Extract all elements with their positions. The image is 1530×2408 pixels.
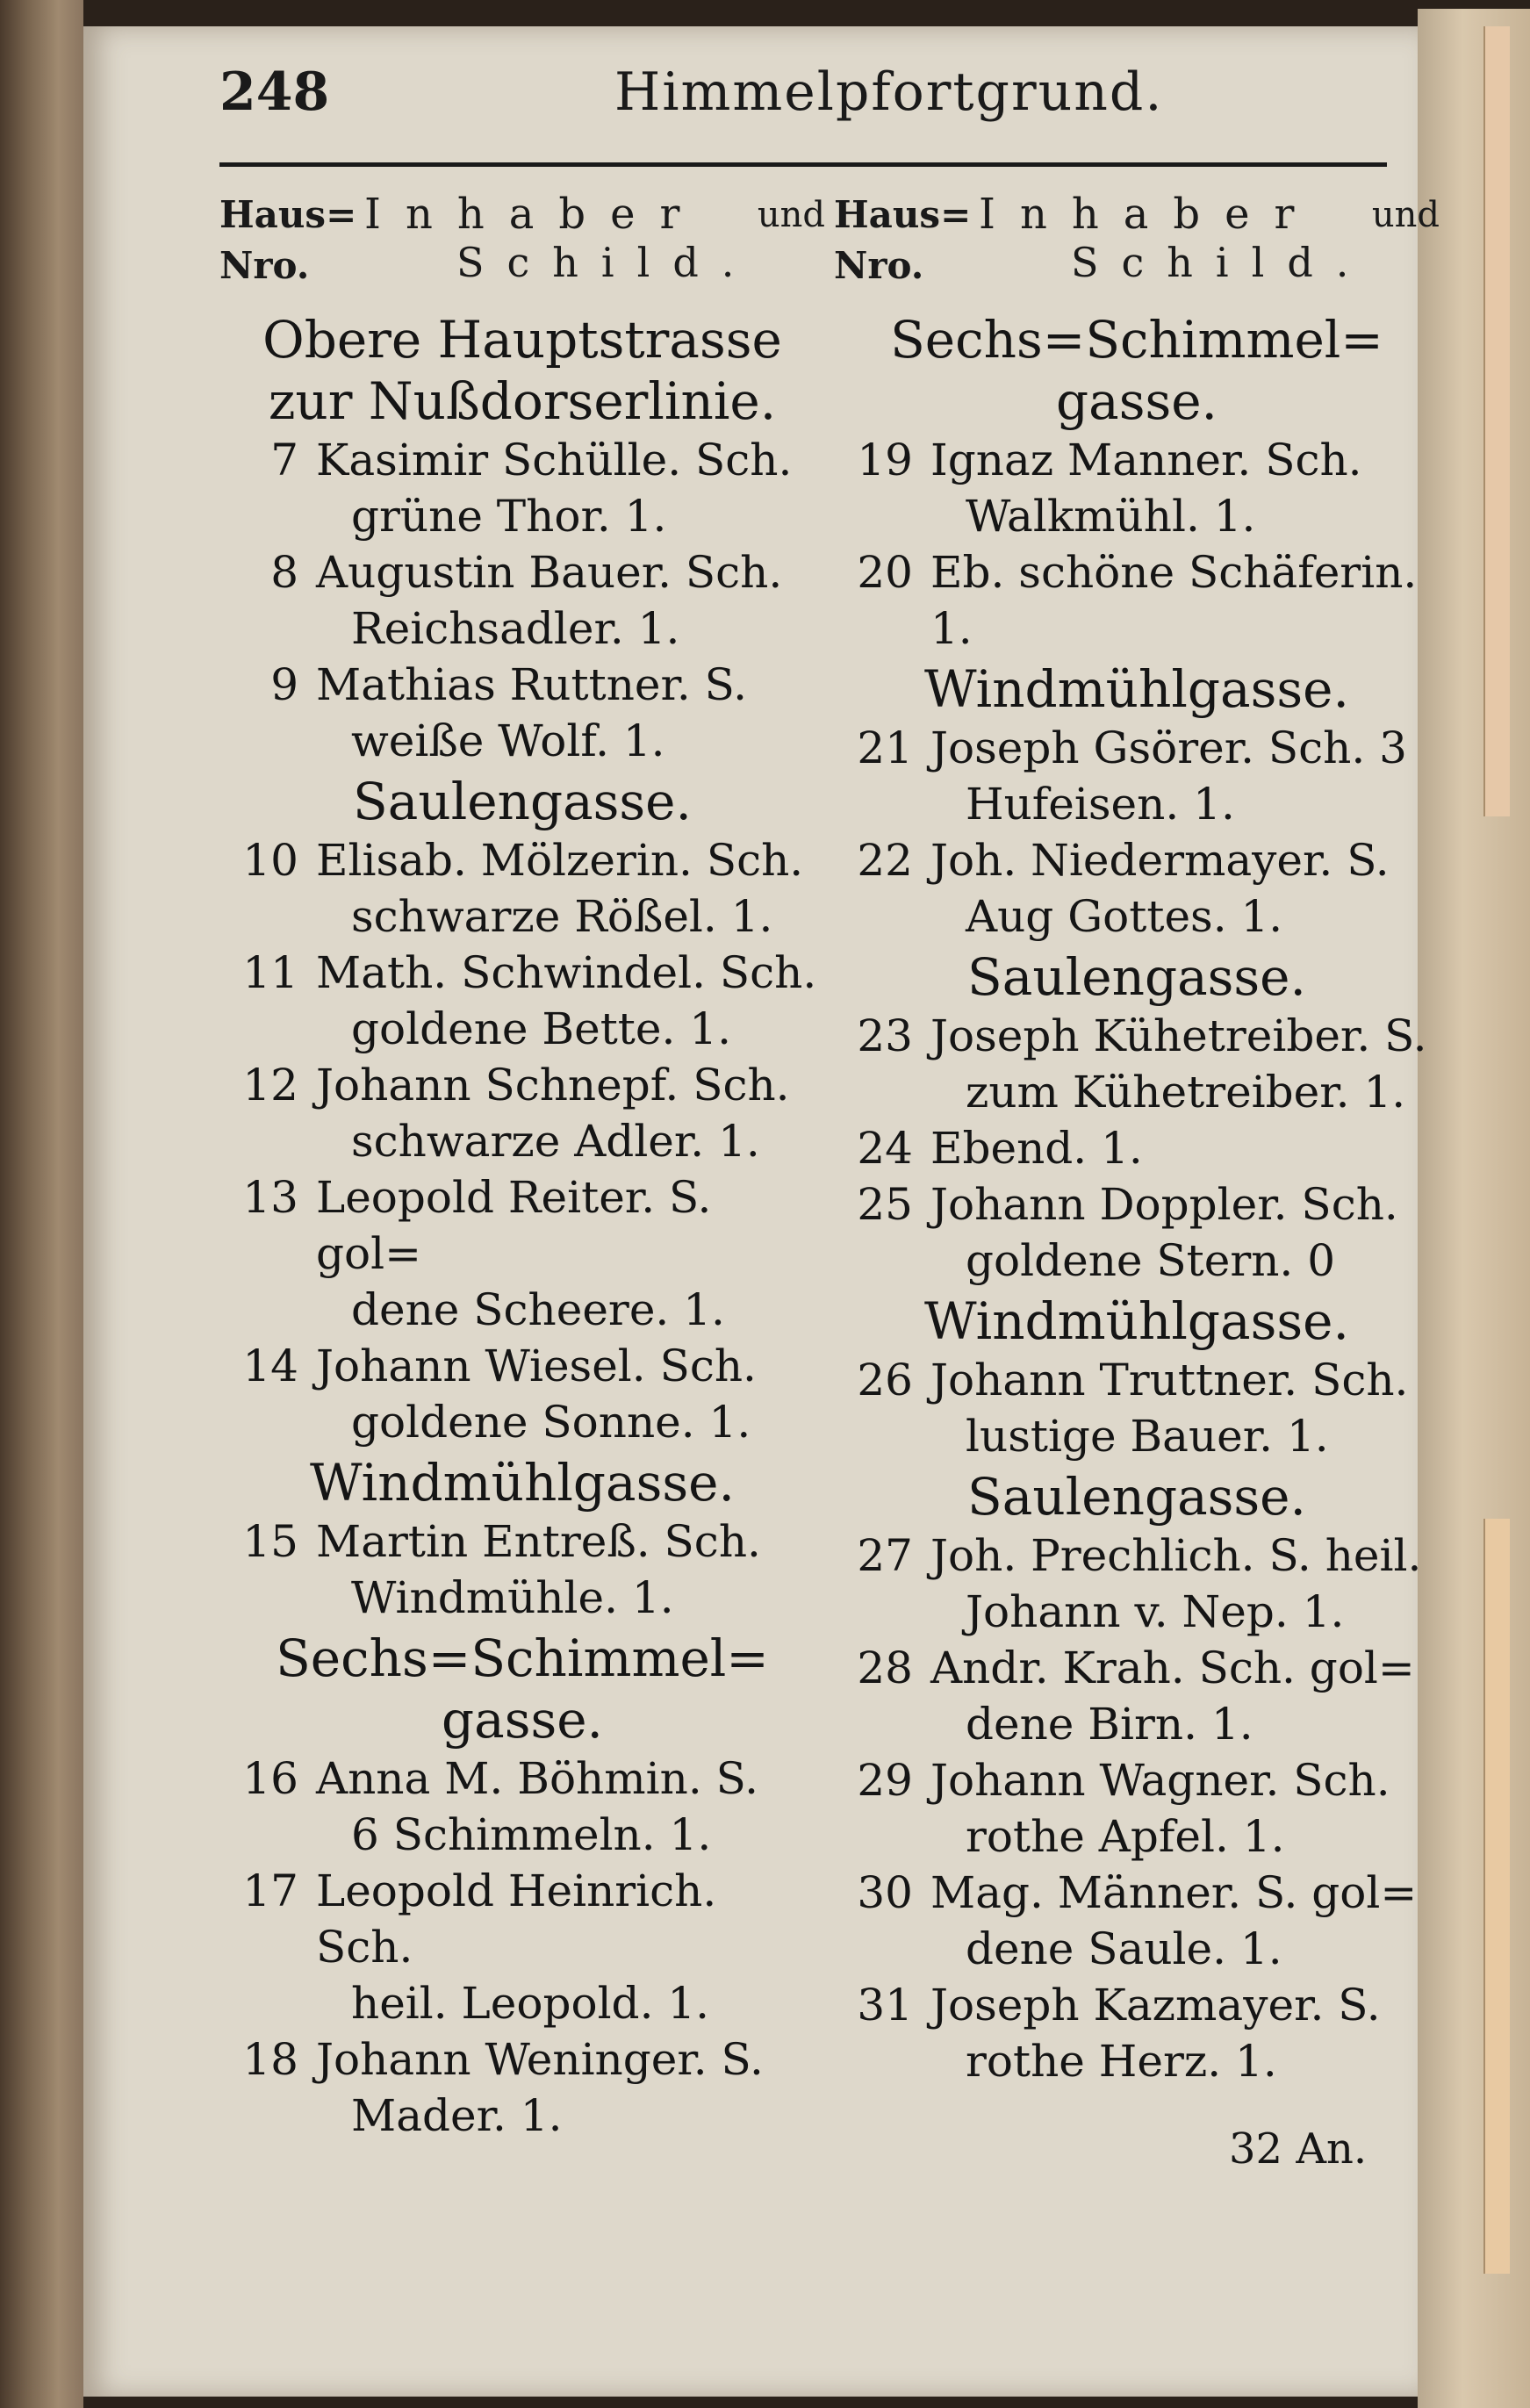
house-entry bbox=[219, 1513, 825, 1626]
house-entry bbox=[219, 544, 825, 657]
house-sign: grüne Thor. 1. bbox=[351, 491, 667, 542]
house-number: 26 bbox=[857, 1355, 913, 1405]
owner-name: Johann Schnepf. Sch. bbox=[316, 1060, 790, 1111]
street-heading: Sechs=Schimmel= bbox=[276, 1628, 769, 1688]
house-number: 11 bbox=[242, 947, 298, 998]
street-heading: Sechs=Schimmel= bbox=[890, 310, 1383, 370]
house-entry bbox=[834, 432, 1440, 544]
house-sign: dene Birn. 1. bbox=[966, 1699, 1253, 1750]
owner-name: Johann Truttner. Sch. bbox=[930, 1355, 1409, 1405]
house-entry bbox=[219, 1169, 825, 1338]
owner-name: Anna M. Böhmin. S. bbox=[316, 1753, 759, 1804]
street-heading: Saulengasse. bbox=[353, 772, 692, 831]
house-number: 7 bbox=[270, 435, 298, 485]
house-sign: Aug Gottes. 1. bbox=[966, 891, 1283, 942]
street-heading: Windmühlgasse. bbox=[310, 1453, 735, 1513]
owner-name: Joseph Kazmayer. S. bbox=[930, 1980, 1381, 2031]
right-entry-list bbox=[834, 311, 1440, 2089]
header-haus: Haus= bbox=[834, 193, 972, 236]
owner-name: Leopold Heinrich. Sch. bbox=[316, 1865, 717, 1973]
page-number: 248 bbox=[219, 61, 330, 123]
house-sign: Reichsadler. 1. bbox=[351, 603, 680, 654]
street-heading: gasse. bbox=[1056, 371, 1218, 431]
house-entry bbox=[219, 1750, 825, 1863]
column-header bbox=[834, 176, 1440, 307]
house-number: 22 bbox=[857, 835, 913, 886]
running-title: Himmelpfortgrund. bbox=[614, 61, 1164, 123]
owner-name: Johann Wiesel. Sch. bbox=[316, 1341, 757, 1391]
house-sign: Walkmühl. 1. bbox=[966, 491, 1256, 542]
street-heading: zur Nußdorserlinie. bbox=[268, 371, 777, 431]
header-schild: Schild. bbox=[456, 239, 758, 286]
house-number: 30 bbox=[857, 1867, 913, 1918]
house-sign: schwarze Adler. 1. bbox=[351, 1116, 760, 1167]
house-entry bbox=[834, 1977, 1440, 2089]
house-number: 19 bbox=[857, 435, 913, 485]
owner-name: Joh. Niedermayer. S. bbox=[930, 835, 1390, 886]
house-sign: 6 Schimmeln. 1. bbox=[351, 1809, 712, 1860]
house-sign: zum Kühetreiber. 1. bbox=[966, 1067, 1406, 1118]
house-sign: dene Saule. 1. bbox=[966, 1923, 1282, 1974]
house-number: 9 bbox=[270, 659, 298, 710]
house-number: 24 bbox=[857, 1123, 913, 1174]
house-entry bbox=[219, 432, 825, 544]
owner-name: Andr. Krah. Sch. gol= bbox=[930, 1642, 1415, 1693]
house-number: 18 bbox=[242, 2034, 298, 2085]
house-sign: goldene Sonne. 1. bbox=[351, 1397, 751, 1448]
house-entry bbox=[834, 1527, 1440, 1640]
street-heading: Saulengasse. bbox=[967, 1467, 1306, 1527]
header-inhaber: Inhaber bbox=[364, 190, 705, 239]
owner-name: Johann Wagner. Sch. bbox=[930, 1755, 1390, 1806]
owner-name: Ignaz Manner. Sch. bbox=[930, 435, 1362, 485]
owner-name: Kasimir Schülle. Sch. bbox=[316, 435, 793, 485]
header-nro: Nro. bbox=[834, 244, 924, 287]
owner-name: Joseph Kühetreiber. S. bbox=[930, 1010, 1427, 1061]
house-number: 27 bbox=[857, 1530, 913, 1581]
page-tab-lower bbox=[1483, 1519, 1510, 2274]
house-sign: weiße Wolf. 1. bbox=[351, 715, 665, 766]
owner-name: Joh. Prechlich. S. heil. bbox=[930, 1530, 1422, 1581]
house-number: 25 bbox=[857, 1179, 913, 1230]
house-number: 13 bbox=[242, 1172, 298, 1223]
house-entry bbox=[219, 1863, 825, 2031]
house-entry bbox=[834, 832, 1440, 945]
house-sign: dene Scheere. 1. bbox=[351, 1284, 725, 1335]
street-heading: gasse. bbox=[442, 1690, 603, 1750]
owner-name: Leopold Reiter. S. gol= bbox=[316, 1172, 712, 1279]
house-entry bbox=[834, 1640, 1440, 1752]
house-number: 23 bbox=[857, 1010, 913, 1061]
owner-name: Johann Weninger. S. bbox=[316, 2034, 764, 2085]
owner-name: Augustin Bauer. Sch. bbox=[316, 547, 783, 598]
house-sign: rothe Apfel. 1. bbox=[966, 1811, 1285, 1862]
book-binding bbox=[0, 0, 83, 2408]
house-entry bbox=[219, 1057, 825, 1169]
left-column bbox=[219, 176, 825, 2144]
street-heading: Windmühlgasse. bbox=[924, 659, 1349, 719]
house-sign: Windmühle. 1. bbox=[351, 1572, 674, 1623]
owner-name: Elisab. Mölzerin. Sch. bbox=[316, 835, 804, 886]
owner-name: Mag. Männer. S. gol= bbox=[930, 1867, 1418, 1918]
house-number: 28 bbox=[857, 1642, 913, 1693]
house-entry bbox=[219, 945, 825, 1057]
house-entry bbox=[834, 1865, 1440, 1977]
right-column bbox=[834, 176, 1440, 2089]
house-entry bbox=[834, 1352, 1440, 1464]
house-number: 31 bbox=[857, 1980, 913, 2031]
street-heading: Obere Hauptstrasse bbox=[262, 310, 782, 370]
owner-name: Ebend. 1. bbox=[930, 1123, 1143, 1174]
owner-name: Math. Schwindel. Sch. bbox=[316, 947, 817, 998]
street-heading: Saulengasse. bbox=[967, 947, 1306, 1007]
house-sign: Mader. 1. bbox=[351, 2090, 563, 2141]
house-sign: goldene Bette. 1. bbox=[351, 1003, 731, 1054]
house-sign: schwarze Rößel. 1. bbox=[351, 891, 773, 942]
house-number: 14 bbox=[242, 1341, 298, 1391]
header-inhaber: Inhaber bbox=[979, 190, 1319, 239]
house-entry bbox=[834, 1752, 1440, 1865]
house-entry bbox=[219, 657, 825, 769]
house-sign: Johann v. Nep. 1. bbox=[966, 1586, 1345, 1637]
house-number: 12 bbox=[242, 1060, 298, 1111]
house-number: 17 bbox=[242, 1865, 298, 1916]
left-entry-list bbox=[219, 311, 825, 2144]
owner-name: Martin Entreß. Sch. bbox=[316, 1516, 761, 1567]
house-entry bbox=[219, 1338, 825, 1450]
house-entry bbox=[834, 1008, 1440, 1120]
house-sign: rothe Herz. 1. bbox=[966, 2036, 1277, 2087]
house-sign: heil. Leopold. 1. bbox=[351, 1978, 710, 2029]
header-und: und bbox=[757, 195, 825, 235]
page-header bbox=[219, 61, 1387, 140]
house-number: 21 bbox=[857, 722, 913, 773]
house-sign: Hufeisen. 1. bbox=[966, 779, 1235, 830]
house-number: 10 bbox=[242, 835, 298, 886]
owner-name: Eb. schöne Schäferin. 1. bbox=[930, 547, 1418, 654]
house-entry bbox=[219, 2031, 825, 2144]
house-number: 29 bbox=[857, 1755, 913, 1806]
header-haus: Haus= bbox=[219, 193, 357, 236]
house-entry bbox=[834, 1176, 1440, 1289]
house-number: 16 bbox=[242, 1753, 298, 1804]
street-heading: Windmühlgasse. bbox=[924, 1291, 1349, 1351]
owner-name: Johann Doppler. Sch. bbox=[930, 1179, 1398, 1230]
column-header bbox=[219, 176, 825, 307]
house-number: 8 bbox=[270, 547, 298, 598]
house-number: 15 bbox=[242, 1516, 298, 1567]
house-sign: goldene Stern. 0 bbox=[966, 1235, 1336, 1286]
house-number: 20 bbox=[857, 547, 913, 598]
house-entry bbox=[834, 544, 1440, 657]
page-tab-upper bbox=[1483, 26, 1510, 816]
header-rule bbox=[219, 162, 1387, 167]
house-entry bbox=[219, 832, 825, 945]
house-sign: lustige Bauer. 1. bbox=[966, 1411, 1329, 1462]
owner-name: Mathias Ruttner. S. bbox=[316, 659, 748, 710]
house-entry bbox=[834, 1120, 1440, 1176]
header-und: und bbox=[1371, 195, 1440, 235]
owner-name: Joseph Gsörer. Sch. 3 bbox=[930, 722, 1407, 773]
header-schild: Schild. bbox=[1071, 239, 1372, 286]
header-nro: Nro. bbox=[219, 244, 310, 287]
catchword: 32 An. bbox=[1229, 2124, 1368, 2174]
house-entry bbox=[834, 720, 1440, 832]
